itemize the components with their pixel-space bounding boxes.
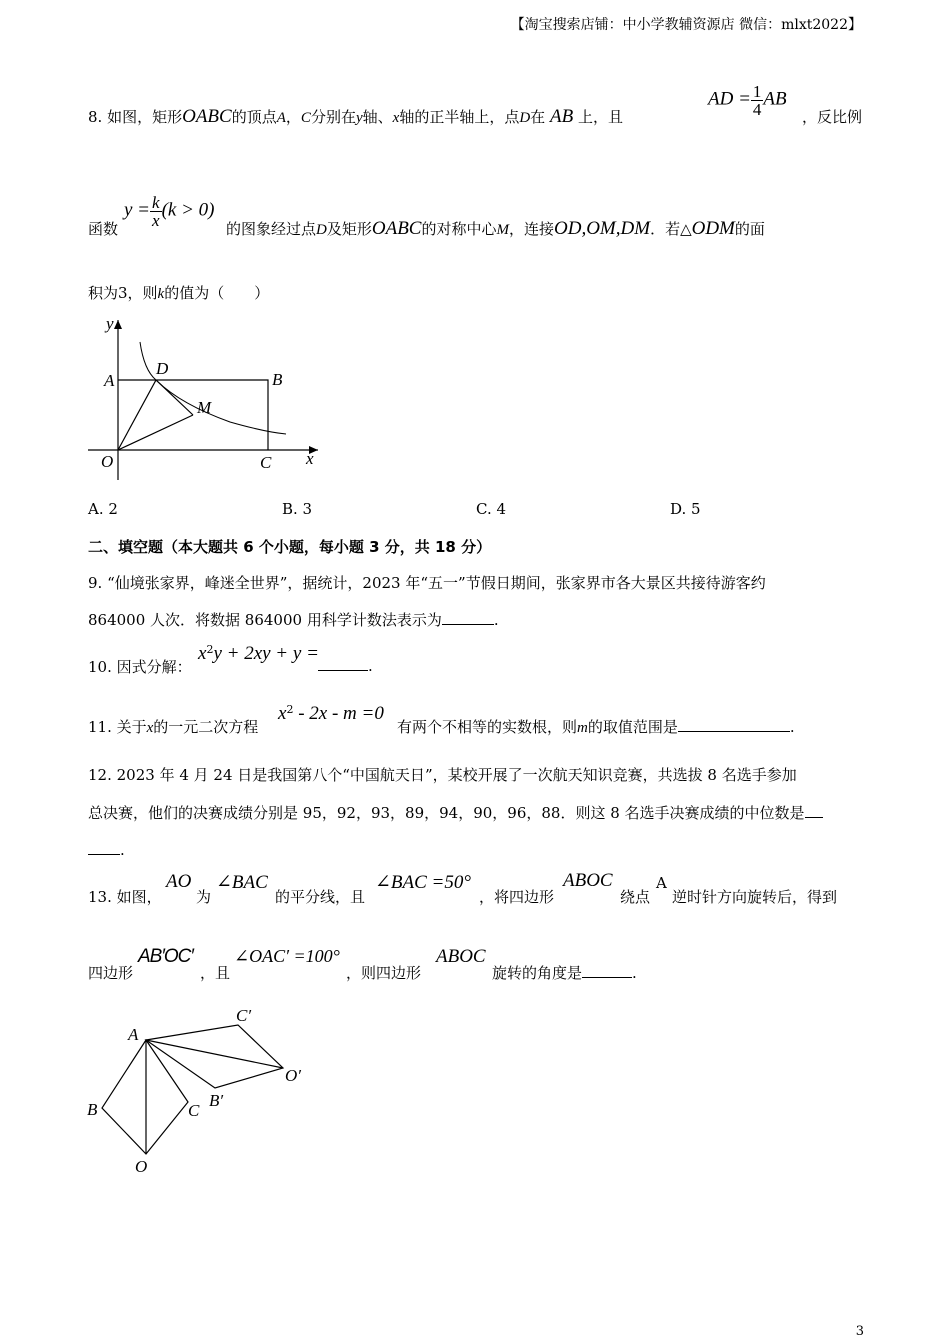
- q10-prefix: 10. 因式分解：: [88, 658, 192, 676]
- q13-t5: 逆时针方向旋转后，得到: [672, 888, 838, 906]
- label-m: M: [197, 398, 212, 417]
- q10-answer: .: [318, 656, 373, 675]
- q13-bac: ∠BAC: [216, 872, 268, 893]
- q11-prefix: 11. 关于x的一元二次方程: [88, 718, 259, 736]
- q12-line2: 总决赛，他们的决赛成绩分别是 95，92，93，89，94，90，96，88．则这 8 名选手决赛成绩的中位数是: [88, 802, 823, 823]
- q8-line3: 积为3，则k的值为（ ）: [88, 284, 270, 302]
- q13-t2: 的平分线，且: [275, 888, 366, 906]
- q12-line3: .: [88, 840, 125, 859]
- y-axis-arrow: [114, 320, 122, 329]
- q13-ao: AO: [166, 871, 192, 892]
- q8-option-a: A. 2: [88, 500, 118, 518]
- q8-option-b: B. 3: [282, 500, 313, 518]
- label-c: C: [188, 1101, 200, 1120]
- label-y: y: [106, 314, 114, 333]
- q9-line2: 864000 人次．将数据 864000 用科学计数法表示为 .: [88, 611, 499, 629]
- q8-line2-rest: 的图象经过点D及矩形OABC的对称中心M，连接OD,OM,DM．若△ODM的面: [226, 218, 765, 239]
- label-c: C: [260, 453, 272, 472]
- quadrilateral-abpocp: [146, 1025, 283, 1088]
- q8-figure: [80, 312, 330, 487]
- q9-line1: 9. “仙境张家界，峰迷全世界”，据统计，2023 年“五一”节假日期间，张家界市各大景区共接待游客约: [88, 574, 766, 592]
- label-a: A: [128, 1025, 139, 1044]
- page-number: 3: [855, 1324, 864, 1339]
- q13-t3: ，将四边形: [479, 888, 555, 906]
- q13-aboc: ABOC: [563, 870, 613, 891]
- label-d: D: [156, 359, 169, 378]
- q13-t4: 绕点: [620, 888, 651, 906]
- q13-t6: 四边形: [88, 964, 134, 982]
- q8-line1-end: ，反比例: [801, 108, 862, 126]
- q8-option-c: C. 4: [476, 500, 507, 518]
- q8-line1: 8. 如图，矩形OABC的顶点A，C分别在y轴、x轴的正半轴上，点D在 AB 上，且: [88, 106, 623, 127]
- segment-dm: [156, 380, 193, 415]
- q13-t8: ，则四边形: [346, 964, 422, 982]
- q13-figure: [80, 1000, 320, 1180]
- q11-equation: $x^2 - 2x - m =0$: [278, 703, 384, 724]
- q13-t9: 旋转的角度是 .: [492, 964, 637, 982]
- quadrilateral-aboc: [102, 1040, 188, 1154]
- label-op: O′: [285, 1066, 301, 1085]
- q10-expression: $x^2y + 2xy + y$ =: [198, 643, 319, 664]
- label-o: O: [101, 452, 114, 471]
- segment-om: [118, 415, 193, 450]
- q13-bac50: ∠BAC =50°: [375, 872, 471, 893]
- q8-ad-formula: AD = $\frac{1}{4}$ AB: [708, 82, 787, 119]
- q13-oac: ∠OAC′ =100°: [234, 946, 340, 966]
- q13-point-a: A: [656, 874, 667, 892]
- hyperbola-curve: [140, 342, 286, 434]
- q13-t7: ，且: [200, 964, 231, 982]
- label-a: A: [104, 371, 115, 390]
- section2-title: 二、填空题（本大题共 6 个小题，每小题 3 分，共 18 分）: [88, 538, 492, 556]
- label-b: B: [272, 370, 283, 389]
- q13-aboc2: ABOC: [436, 946, 486, 967]
- label-o: O: [135, 1157, 148, 1176]
- label-bp: B′: [209, 1091, 224, 1110]
- label-cp: C′: [236, 1006, 252, 1025]
- label-x: x: [306, 449, 314, 468]
- q12-line1: 12. 2023 年 4 月 24 日是我国第八个“中国航天日”，某校开展了一次航天知识竞赛，共选拔 8 名选手参加: [88, 766, 797, 784]
- q8-line2: 函数: [88, 220, 119, 238]
- q8-function: y = $\frac{k}{x}$ (k > 0): [124, 193, 215, 230]
- q13-t1: 为: [196, 888, 212, 906]
- segment-od: [118, 380, 156, 450]
- q8-option-d: D. 5: [670, 500, 701, 518]
- header-banner: 【淘宝搜索店铺：中小学教辅资源店 微信：mlxt2022】: [510, 17, 862, 33]
- q13-abpocp: AB′OC′: [138, 946, 193, 967]
- label-b: B: [87, 1100, 98, 1119]
- q13-prefix: 13. 如图，: [88, 888, 162, 906]
- q11-rest: 有两个不相等的实数根，则m的取值范围是 .: [397, 718, 795, 736]
